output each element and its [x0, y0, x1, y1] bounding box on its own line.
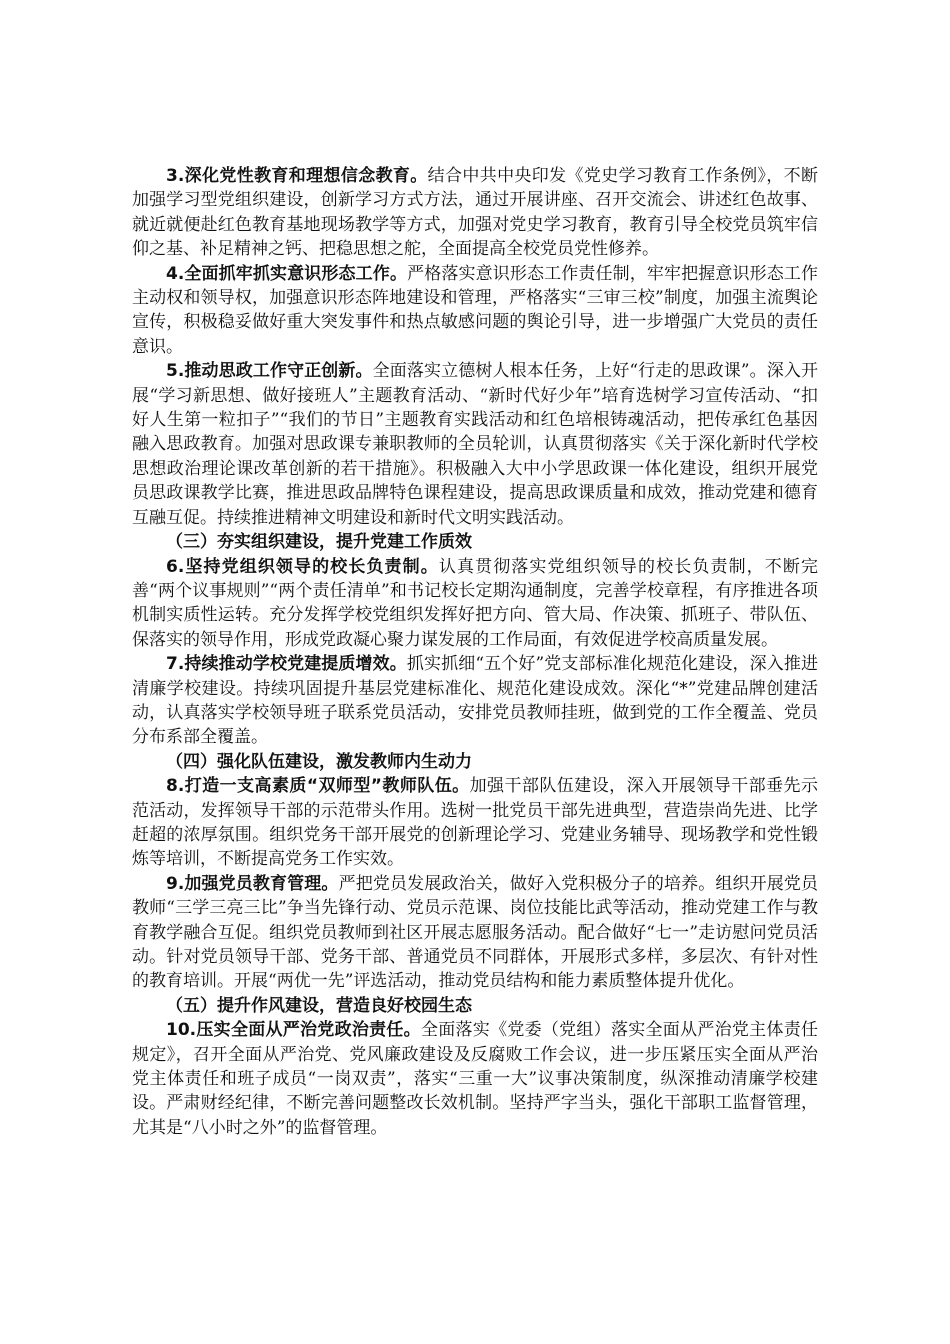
item-text: 严把党员发展政治关，做好入党积极分子的培养。组织开展党员教师“三学三亮三比”争当先锋行动、党员示范课、岗位技能比武等活动，推动党建工作与教育教学融合互促。组织党员教师到社区开展志愿服务活动。配合做好“七一”走访慰问党员活动。针对党员领导干部、党务干部、普通党员不同群体，开展形式多样，多层次、有针对性的教育培训。开展“两优一先”评选活动，推动党员结构和能力素质整体提升优化。 [132, 873, 818, 992]
paragraph-item-4 [132, 262, 818, 360]
document-body [132, 164, 818, 1140]
item-heading: 6.坚持党组织领导的校长负责制。 [166, 556, 439, 577]
section-heading-5: （五）提升作风建设，营造良好校园生态 [166, 995, 472, 1016]
item-heading: 3.深化党性教育和理想信念教育。 [166, 166, 428, 186]
item-heading: 9.加强党员教育管理。 [166, 873, 339, 894]
section-heading-4: （四）强化队伍建设，激发教师内生动力 [166, 751, 472, 772]
item-heading: 4.全面抓牢抓实意识形态工作。 [166, 263, 408, 284]
item-text: 严格落实意识形态工作责任制，牢牢把握意识形态工作主动权和领导权，加强意识形态阵地建设和管理，严格落实“三审三校”制度，加强主流舆论宣传，积极稳妥做好重大突发事件和热点敏感问题的舆论引导，进一步增强广大党员的责任意识。 [132, 263, 819, 357]
item-text: 全面落实《党委（党组）落实全面从严治党主体责任规定》，召开全面从严治党、党风廉政建设及反腐败工作会议，进一步压紧压实全面从严治党主体责任和班子成员“一岗双责”，落实“三重一大”议事决策制度，纵深推动清廉学校建设。严肃财经纪律，不断完善问题整改长效机制。坚持严字当头，强化干部职工监督管理，尤其是“八小时之外”的监督管理。 [132, 1020, 819, 1138]
item-heading: 10.压实全面从严治党政治责任。 [166, 1020, 421, 1041]
item-heading: 7.持续推动学校党建提质增效。 [166, 654, 407, 675]
item-text: 抓实抓细“五个好”党支部标准化规范化建设，深入推进清廉学校建设。持续巩固提升基层党建标准化、规范化建设成效。深化“*”党建品牌创建活动，认真落实学校领导班子联系党员活动，安排党员教师挂班，做到党的工作全覆盖、党员分布系部全覆盖。 [132, 654, 818, 748]
paragraph-item-10 [132, 1018, 818, 1140]
paragraph-item-8 [132, 774, 818, 872]
paragraph-item-7 [132, 652, 818, 750]
item-text: 认真贯彻落实党组织领导的校长负责制，不断完善“两个议事规则”“两个责任清单”和书记校长定期沟通制度，完善学校章程，有序推进各项机制实质性运转。充分发挥学校党组织发挥好把方向、管大局、作决策、抓班子、带队伍、保落实的领导作用，形成党政凝心聚力谋发展的工作局面，有效促进学校高质量发展。 [132, 556, 818, 650]
section-heading-3: （三）夯实组织建设，提升党建工作质效 [166, 532, 472, 553]
item-heading: 5.推动思政工作守正创新。 [166, 361, 373, 382]
paragraph-item-9 [132, 872, 818, 994]
item-text: 结合中共中央印发《党史学习教育工作条例》，不断加强学习型党组织建设，创新学习方式方法，通过开展讲座、召开交流会、讲述红色故事、就近就便赴红色教育基地现场教学等方式，加强对党史学习教育，教育引导全校党员筑牢信仰之基、补足精神之钙、把稳思想之舵，全面提高全校党员党性修养。 [132, 166, 818, 260]
item-text: 加强干部队伍建设，深入开展领导干部垂先示范活动，发挥领导干部的示范带头作用。选树一批党员干部先进典型，营造崇尚先进、比学赶超的浓厚氛围。组织党务干部开展党的创新理论学习、党建业务辅导、现场教学和党性锻炼等培训，不断提高党务工作实效。 [132, 776, 818, 870]
paragraph-item-5 [132, 359, 818, 530]
item-heading: 8.打造一支高素质“双师型”教师队伍。 [166, 776, 470, 797]
item-text: 全面落实立德树人根本任务，上好“行走的思政课”。深入开展“学习新思想、做好接班人”主题教育活动、“新时代好少年”培育选树学习宣传活动、“扣好人生第一粒扣子”“我们的节日”主题教育实践活动和红色培根铸魂活动，把传承红色基因融入思政教育。加强对思政课专兼职教师的全员轮训，认真贯彻落实《关于深化新时代学校思想政治理论课改革创新的若干措施》。积极融入大中小学思政课一体化建设，组织开展党员思政课教学比赛，推进思政品牌特色课程建设，提高思政课质量和成效，推动党建和德育互融互促。持续推进精神文明建设和新时代文明实践活动。 [132, 361, 818, 528]
paragraph-item-6 [132, 555, 818, 653]
paragraph-item-3 [132, 164, 818, 262]
